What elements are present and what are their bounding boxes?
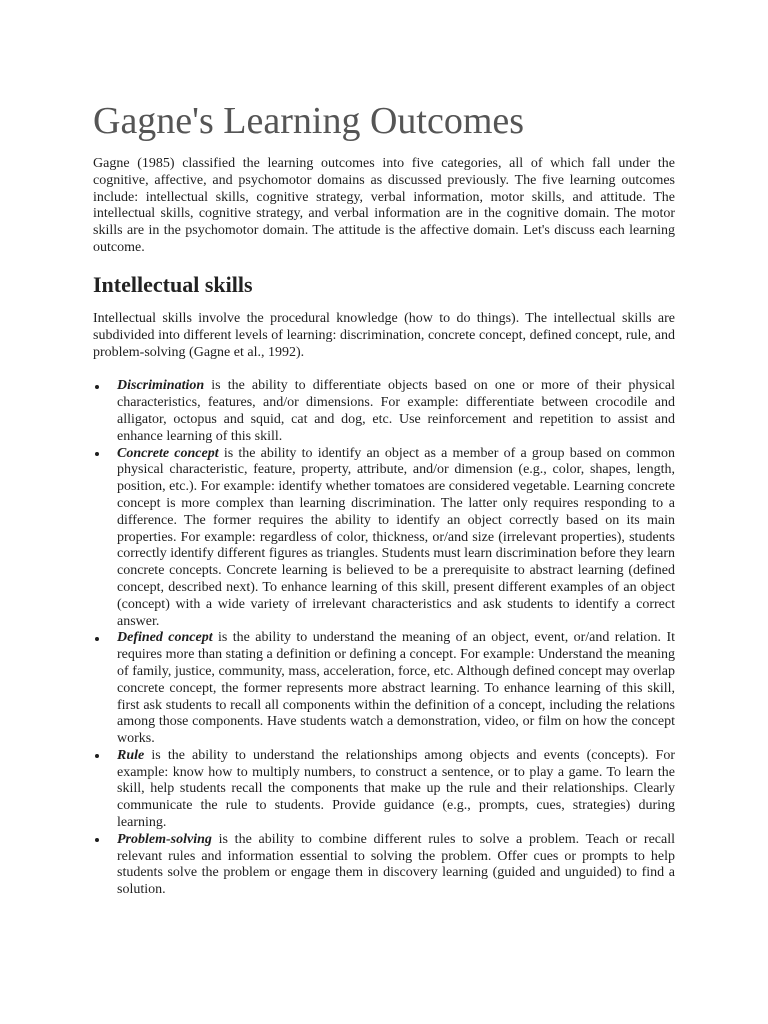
bullet-icon (95, 637, 99, 641)
list-item-term: Problem-solving (117, 831, 212, 847)
section-paragraph: Intellectual skills involve the procedural knowledge (how to do things). The intellectual skills are subdivided into different levels of learning: discrimination, concrete concept, defined concept, rule, and problem-solving (Gagne et al., 1992). (93, 311, 675, 360)
list-item-text: is the ability to understand the relationships among objects and events (concepts). For example: know how to multiply numbers, to construct a sentence, or to play a game. To learn the skill, help students recall the components that make up the rule and their relationships. Clearly communicate the rule to students. Provide guidance (e.g., prompts, cues, strategies) during learning. (117, 747, 676, 831)
bullet-icon (95, 452, 99, 456)
learning-levels-list (93, 378, 675, 899)
bullet-icon (95, 385, 99, 389)
bullet-icon (95, 838, 99, 842)
section-heading: Intellectual skills (93, 271, 253, 297)
bullet-icon (95, 754, 99, 758)
list-item-concrete-concept (117, 446, 675, 631)
page-title: Gagne's Learning Outcomes (93, 100, 525, 142)
list-item-term: Discrimination (117, 378, 205, 394)
list-item-defined-concept (117, 630, 675, 748)
list-item-text: is the ability to identify an object as a member of a group based on common physical characteristic, feature, property, attribute, and/or dimension (e.g., color, shapes, length, position, etc.). For example: identify whether tomatoes are considered vegetable. Learning concrete concept is more complex than learning discrimination. The latter only requires responding to a difference. The former requires the ability to identify an object correctly based on its main properties. For example: regardless of color, thickness, or/and size (irrelevant properties), students correctly identify different figures as triangles. Students must learn discrimination before they learn concrete concepts. Concrete learning is believed to be a prerequisite to abstract learning (defined concept, described next). To enhance learning of this skill, present different examples of an object (concept) with a wide variety of irrelevant characteristics and ask students to identify a correct answer. (117, 445, 676, 629)
list-item-discrimination (117, 378, 675, 445)
intro-paragraph: Gagne (1985) classified the learning outcomes into five categories, all of which fall under the cognitive, affective, and psychomotor domains as discussed previously. The five learning outcomes include: intellectual skills, cognitive strategy, verbal information, motor skills, and attitude. The intellectual skills, cognitive strategy, and verbal information are in the cognitive domain. The motor skills are in the psychomotor domain. The attitude is the affective domain. Let's discuss each learning outcome. (93, 156, 675, 255)
list-item-text: is the ability to differentiate objects based on one or more of their physical characteristics, features, and/or dimensions. For example: differentiate between crocodile and alligator, octopus and squid, cat and dog, etc. Use reinforcement and repetition to assist and enhance learning of this skill. (117, 378, 675, 444)
list-item-text: is the ability to combine different rules to solve a problem. Teach or recall relevant rules and information essential to solving the problem. Offer cues or prompts to help students solve the problem or engage them in discovery learning (guided and unguided) to find a solution. (117, 831, 676, 898)
list-item-term: Rule (117, 747, 145, 763)
list-item-term: Concrete concept (117, 445, 219, 461)
list-item-problem-solving (117, 832, 675, 899)
document-page (93, 98, 675, 899)
list-item-term: Defined concept (117, 630, 213, 646)
list-item-text: is the ability to understand the meaning of an object, event, or/and relation. It requires more than stating a definition or defining a concept. For example: Understand the meaning of family, justice, community, mass, acceleration, force, etc. Although defined concept may overlap concrete concept, the former represents more abstract learning. To enhance learning of this skill, first ask students to recall all components within the definition of a concept, including the relations among those components. Have students watch a demonstration, video, or film on how the concept works. (117, 630, 675, 747)
list-item-rule (117, 748, 675, 832)
